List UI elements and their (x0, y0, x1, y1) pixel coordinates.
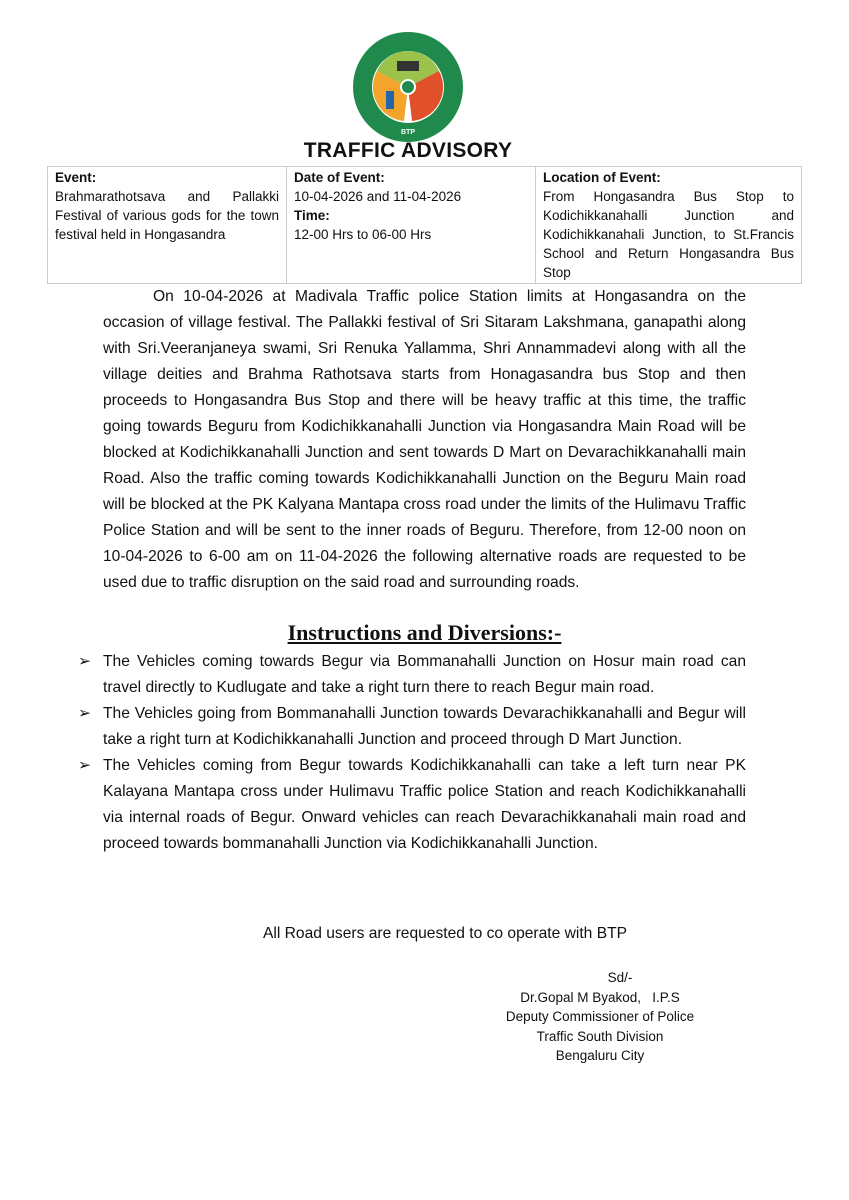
list-item (78, 701, 746, 753)
instruction-text: The Vehicles going from Bommanahalli Junction towards Devarachikkanahalli and Begur will take a right turn at Kodichikkanahalli Junction and proceed through D Mart Junction. (103, 705, 746, 748)
date-value: 10-04-2026 and 11-04-2026 (294, 189, 462, 204)
date-label: Date of Event: (294, 170, 385, 185)
date-cell (287, 167, 536, 284)
signature-line: Dr.Gopal M Byakod, I.P.S (520, 989, 680, 1005)
bengaluru-traffic-police-logo (352, 31, 464, 143)
signature-line: Sd/- (607, 970, 633, 985)
time-value: 12-00 Hrs to 06-00 Hrs (294, 227, 432, 242)
location-value: From Hongasandra Bus Stop to Kodichikkanahalli Junction and Kodichikkanahali Junction, to St.Francis School and Return Hongasandra Bus Stop (543, 189, 794, 280)
signature-line: Bengaluru City (555, 1048, 645, 1063)
closing-note: All Road users are requested to co operate with BTP (262, 925, 628, 942)
event-label: Event: (55, 170, 97, 185)
event-value: Brahmarathotsava and Pallakki Festival of various gods for the town festival held in Hongasandra (55, 189, 279, 242)
signature-line: Traffic South Division (536, 1028, 664, 1044)
arrow-bullet-icon: ➢ (78, 757, 92, 774)
list-item (78, 649, 746, 701)
instruction-text: The Vehicles coming towards Begur via Bommanahalli Junction on Hosur main road can travel directly to Kudlugate and take a right turn there to reach Begur main road. (103, 653, 746, 696)
page-title: TRAFFIC ADVISORY (303, 139, 513, 162)
time-label: Time: (294, 208, 330, 223)
location-cell (536, 167, 802, 284)
instruction-text: The Vehicles coming from Begur towards Kodichikkanahalli can take a left turn near PK Kalayana Mantapa cross under Hulimavu Traffic police Station and reach Kodichikkanahalli via internal roads of Begur. Onward vehicles can reach Devarachikkanahali main road and proceed towards bommanahalli Junction via Kodichikkanahalli Junction. (103, 757, 746, 852)
instructions-list (78, 649, 746, 857)
advisory-paragraph: On 10-04-2026 at Madivala Traffic police Station limits at Hongasandra on the occasion of village festival. The Pallakki festival of Sri Sitaram Lakshmana, ganapathi along with Sri.Veeranjaneya swami, Sri Renuka Yallamma, Shri Annammadevi along with all the village deities and Brahma Rathotsava starts from Honagasandra bus Stop and then proceeds to Hongasandra Bus Stop and there will be heavy traffic at this time, the traffic going towards Beguru from Kodichikkanahalli Junction via Hongasandra Main Road will be blocked at Kodichikkanahalli Junction and sent towards D Mart on Devarachikkanahalli main Road. Also the traffic coming towards Kodichikkanahalli Junction on the Beguru Main road will be blocked at the PK Kalyana Mantapa cross road under the limits of the Hulimavu Traffic Police Station and will be sent to the inner roads of Beguru. Therefore, from 12-00 noon on 10-04-2026 to 6-00 am on 11-04-2026 the following alternative roads are requested to be used due to traffic disruption on the said road and surrounding roads. (103, 288, 746, 591)
event-cell (48, 167, 287, 284)
event-info-table (47, 166, 802, 284)
arrow-bullet-icon: ➢ (78, 653, 92, 670)
instructions-heading: Instructions and Diversions:- (287, 620, 562, 645)
list-item (78, 753, 746, 857)
svg-text:BTP: BTP (401, 129, 415, 136)
arrow-bullet-icon: ➢ (78, 705, 92, 722)
location-label: Location of Event: (543, 170, 661, 185)
signature-line: Deputy Commissioner of Police (505, 1009, 695, 1024)
signature-block (480, 968, 720, 1066)
